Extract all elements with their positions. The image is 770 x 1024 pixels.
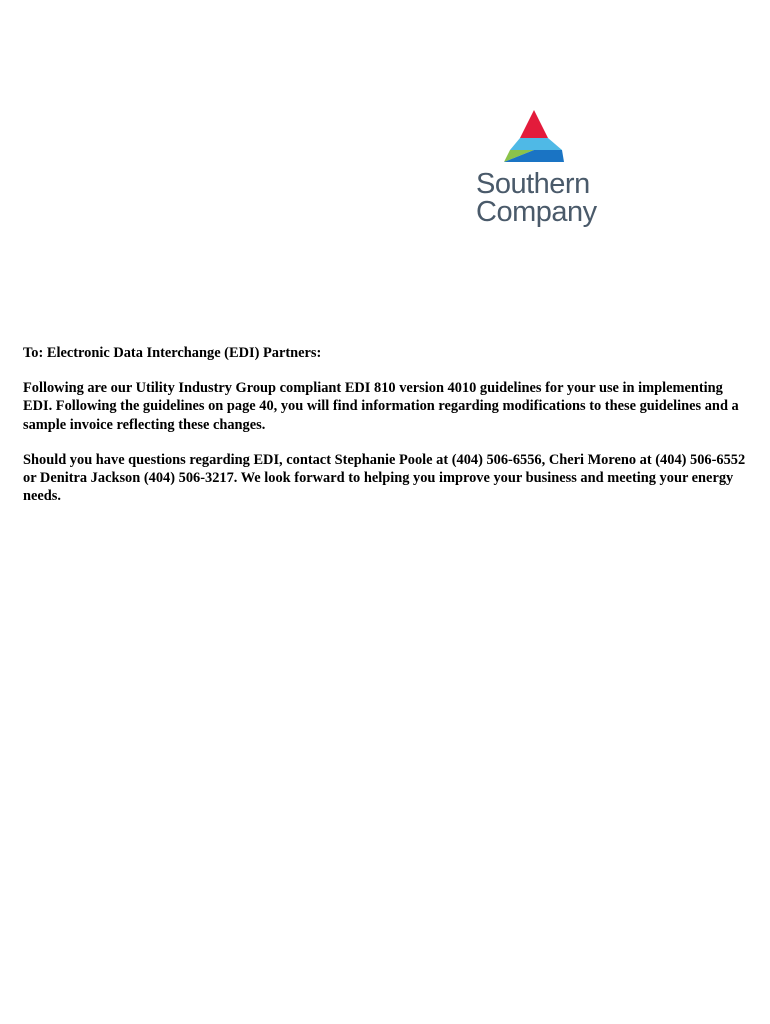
letter-salutation: To: Electronic Data Interchange (EDI) Partners: <box>23 345 322 361</box>
southern-company-triangle-icon <box>504 110 564 166</box>
logo-wordmark <box>476 170 597 226</box>
letter-paragraph-2: Should you have questions regarding EDI, contact Stephanie Poole at (404) 506-6556, Cheri Moreno at (404) 506-6552 or Denitra Jackson (404) 506-3217. We look forward to helping you improve your business and meeting your energy needs. <box>23 451 746 505</box>
logo-line-1: Southern <box>476 168 590 200</box>
southern-company-logo <box>474 110 604 235</box>
logo-line-2: Company <box>476 196 597 228</box>
letter-paragraph-1: Following are our Utility Industry Group compliant EDI 810 version 4010 guidelines for your use in implementing EDI. Following the guidelines on page 40, you will find information regarding modifications to these guidelines and a sample invoice reflecting these changes. <box>23 380 739 433</box>
letter-body <box>23 344 753 505</box>
